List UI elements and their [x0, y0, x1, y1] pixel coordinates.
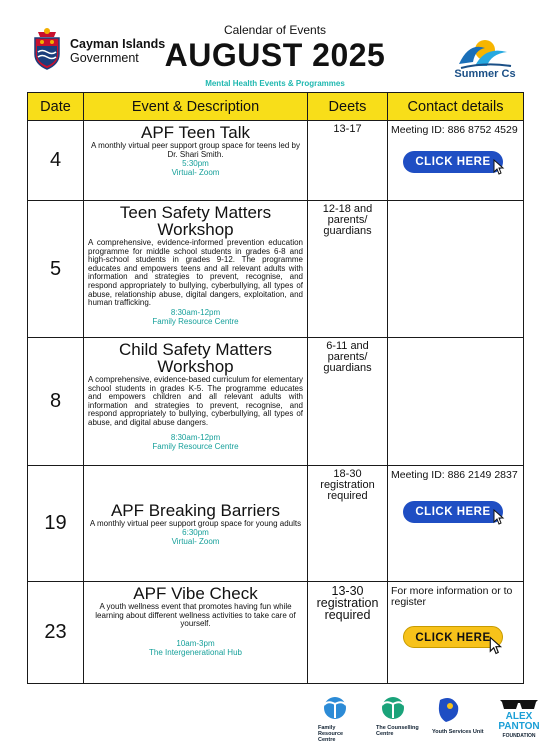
event-location: Virtual- Zoom: [171, 168, 220, 178]
contact-info: For more information or to register: [391, 585, 513, 608]
event-description: A comprehensive, evidence-based curriculum for elementary school students in grades K-5. The programme educates and empowers children and all relevant adults with information and strategies to prevent, recognise, and respond appropriately to bullying, cyberbullying, all types of abuse, and digital abuse dangers.: [88, 375, 303, 427]
table-row: [28, 466, 524, 582]
event-cell: [84, 582, 308, 684]
event-time: 10am-3pm: [176, 638, 215, 648]
event-location: Family Resource Centre: [152, 441, 239, 451]
sunglasses-icon: [498, 697, 540, 711]
table-row: [28, 121, 524, 201]
event-time: 8:30am-12pm: [170, 432, 221, 442]
calendar-tagline: Mental Health Events & Programmes: [205, 79, 345, 88]
family-resource-centre-logo: [318, 696, 358, 743]
table-row: [28, 338, 524, 466]
column-header-date: Date: [28, 93, 84, 121]
event-cell: [84, 338, 308, 466]
event-time: 6:30pm: [182, 528, 209, 538]
summer-cs-label: Summer Cs: [454, 68, 516, 80]
government-name: Cayman Islands: [70, 37, 166, 51]
event-cell: [84, 466, 308, 582]
column-header-contact: Contact details: [388, 93, 524, 121]
click-here-button[interactable]: CLICK HERE: [403, 626, 503, 648]
event-location: The Intergenerational Hub: [149, 647, 242, 657]
contact-info: Meeting ID: 886 8752 4529: [391, 124, 518, 136]
palm-tree-icon: [318, 696, 352, 720]
click-here-button[interactable]: CLICK HERE: [403, 501, 503, 523]
event-deets: 12-18 and parents/ guardians: [308, 201, 388, 338]
event-title: Child Safety Matters Workshop: [118, 340, 273, 376]
event-description: A youth wellness event that promotes having fun while learning about different wellness activities to take care of yourself.: [95, 602, 296, 629]
contact-info: Meeting ID: 886 2149 2837: [391, 469, 518, 481]
youth-services-unit-label: Youth Services Unit: [432, 729, 484, 735]
pointer-cursor-icon: [492, 159, 506, 175]
contact-cell: [388, 466, 524, 582]
alex-panton-foundation-sub: FOUNDATION: [502, 733, 536, 739]
event-cell: [84, 121, 308, 201]
event-description: A comprehensive, evidence-informed prevention education programme for middle school students in grades 6-8 and high-school students in grades 9-12. The programme educates and empowers teens and all relevant adults with information and strategies to prevent, recognise, and respond appropriately to bullying, cyberbullying, all types of abuse, relationship abuse, digital dangers, exploitation, and human trafficking.: [88, 238, 303, 308]
event-date: 8: [28, 338, 84, 466]
counselling-centre-logo: [376, 696, 420, 737]
contact-cell: [388, 582, 524, 684]
table-header-row: [28, 93, 524, 121]
table-row: [28, 201, 524, 338]
event-deets: 13-17: [308, 121, 388, 201]
event-deets: 18-30 registration required: [308, 466, 388, 582]
government-subtitle: Government: [70, 51, 139, 65]
family-resource-centre-label: Family Resource Centre: [318, 725, 344, 743]
event-title: Teen Safety Matters Workshop: [119, 203, 272, 239]
event-location: Family Resource Centre: [152, 316, 239, 326]
event-deets: 13-30 registration required: [308, 582, 388, 684]
pointer-cursor-icon: [488, 636, 504, 655]
page-title: AUGUST 2025: [164, 37, 386, 73]
event-deets: 6-11 and parents/ guardians: [308, 338, 388, 466]
contact-cell: [388, 338, 524, 466]
event-title: APF Teen Talk: [141, 123, 250, 142]
contact-cell: [388, 121, 524, 201]
event-title: APF Vibe Check: [133, 584, 258, 603]
event-location: Virtual- Zoom: [171, 537, 220, 547]
column-header-event: Event & Description: [84, 93, 308, 121]
pointer-cursor-icon: [492, 509, 506, 525]
event-date: 23: [28, 582, 84, 684]
click-here-button[interactable]: CLICK HERE: [403, 151, 503, 173]
events-table: [27, 92, 524, 684]
event-date: 4: [28, 121, 84, 201]
event-time: 8:30am-12pm: [170, 307, 221, 317]
youth-figure-icon: [432, 696, 466, 724]
event-date: 5: [28, 201, 84, 338]
calendar-subtitle: Calendar of Events: [223, 23, 327, 37]
event-time: 5:30pm: [182, 159, 209, 169]
palm-tree-icon: [376, 696, 410, 720]
event-description: A monthly virtual peer support group space for young adults: [89, 518, 302, 528]
event-cell: [84, 201, 308, 338]
column-header-deets: Deets: [308, 93, 388, 121]
event-description: A monthly virtual peer support group space for teens led by Dr. Shari Smith.: [90, 141, 300, 159]
alex-panton-foundation-name: ALEX PANTON: [498, 711, 540, 732]
contact-cell: [388, 201, 524, 338]
table-row: [28, 582, 524, 684]
event-title: APF Breaking Barriers: [110, 500, 281, 520]
counselling-centre-label: The Counselling Centre: [376, 725, 419, 737]
youth-services-unit-logo: [432, 696, 484, 735]
event-date: 19: [28, 466, 84, 582]
